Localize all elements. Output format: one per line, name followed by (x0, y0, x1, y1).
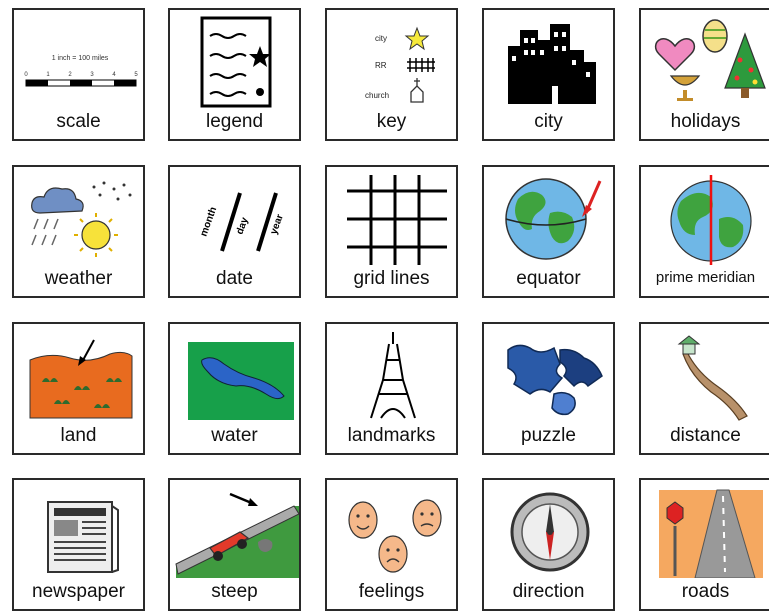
card-prime-meridian[interactable] (639, 165, 769, 298)
card-direction[interactable] (482, 478, 615, 611)
key-icon (331, 16, 456, 108)
card-grid-lines[interactable] (325, 165, 458, 298)
puzzle-icon (488, 330, 613, 422)
card-equator[interactable] (482, 165, 615, 298)
card-label: equator (516, 268, 581, 289)
holidays-icon (645, 16, 769, 108)
card-distance[interactable] (639, 322, 769, 455)
scale-tick: 5 (134, 72, 138, 78)
newspaper-icon (18, 486, 143, 578)
card-label: scale (56, 111, 101, 132)
weather-icon (18, 173, 143, 265)
card-steep[interactable] (168, 478, 301, 611)
card-label: roads (681, 581, 730, 602)
card-label: distance (670, 425, 741, 446)
grid-lines-icon (331, 173, 456, 265)
key-church-text: church (365, 91, 390, 100)
scale-icon (18, 16, 143, 108)
scale-tick: 3 (90, 72, 94, 78)
card-label: puzzle (521, 425, 576, 446)
city-icon (488, 16, 613, 108)
scale-caption: 1 inch = 100 miles (51, 55, 109, 62)
date-icon (174, 173, 299, 265)
card-label: steep (211, 581, 258, 602)
card-label: weather (44, 268, 113, 289)
card-label: city (534, 111, 563, 132)
card-label: date (216, 268, 253, 289)
card-label: legend (205, 111, 264, 132)
card-label: landmarks (347, 425, 436, 446)
card-label: key (376, 111, 407, 132)
scale-tick: 4 (112, 72, 116, 78)
card-water[interactable] (168, 322, 301, 455)
card-label: feelings (358, 581, 425, 602)
water-icon (174, 330, 299, 422)
date-day-text: day (234, 216, 251, 237)
scale-tick: 1 (46, 72, 50, 78)
date-year-text: year (268, 212, 286, 237)
date-month-text: month (198, 205, 220, 239)
equator-icon (488, 173, 613, 265)
direction-icon (488, 486, 613, 578)
card-label: prime meridian (655, 269, 756, 286)
card-date[interactable] (168, 165, 301, 298)
card-label: direction (512, 581, 585, 602)
card-land[interactable] (12, 322, 145, 455)
key-city-text: city (375, 34, 387, 43)
card-scale[interactable] (12, 8, 145, 141)
distance-icon (645, 330, 769, 422)
card-newspaper[interactable] (12, 478, 145, 611)
key-rr-text: RR (375, 61, 387, 70)
card-holidays[interactable] (639, 8, 769, 141)
card-label: land (60, 425, 97, 446)
card-roads[interactable] (639, 478, 769, 611)
card-label: holidays (670, 111, 741, 132)
landmarks-icon (331, 330, 456, 422)
card-label: water (211, 425, 258, 446)
scale-tick: 0 (24, 72, 28, 78)
card-weather[interactable] (12, 165, 145, 298)
card-key[interactable] (325, 8, 458, 141)
feelings-icon (331, 486, 456, 578)
card-label: newspaper (32, 581, 125, 602)
land-icon (18, 330, 143, 422)
card-legend[interactable] (168, 8, 301, 141)
card-feelings[interactable] (325, 478, 458, 611)
card-puzzle[interactable] (482, 322, 615, 455)
legend-icon (174, 16, 299, 108)
card-landmarks[interactable] (325, 322, 458, 455)
prime-meridian-icon (645, 173, 769, 265)
roads-icon (645, 486, 769, 578)
steep-icon (174, 486, 299, 578)
card-city[interactable] (482, 8, 615, 141)
scale-tick: 2 (68, 72, 72, 78)
card-label: grid lines (353, 268, 430, 289)
